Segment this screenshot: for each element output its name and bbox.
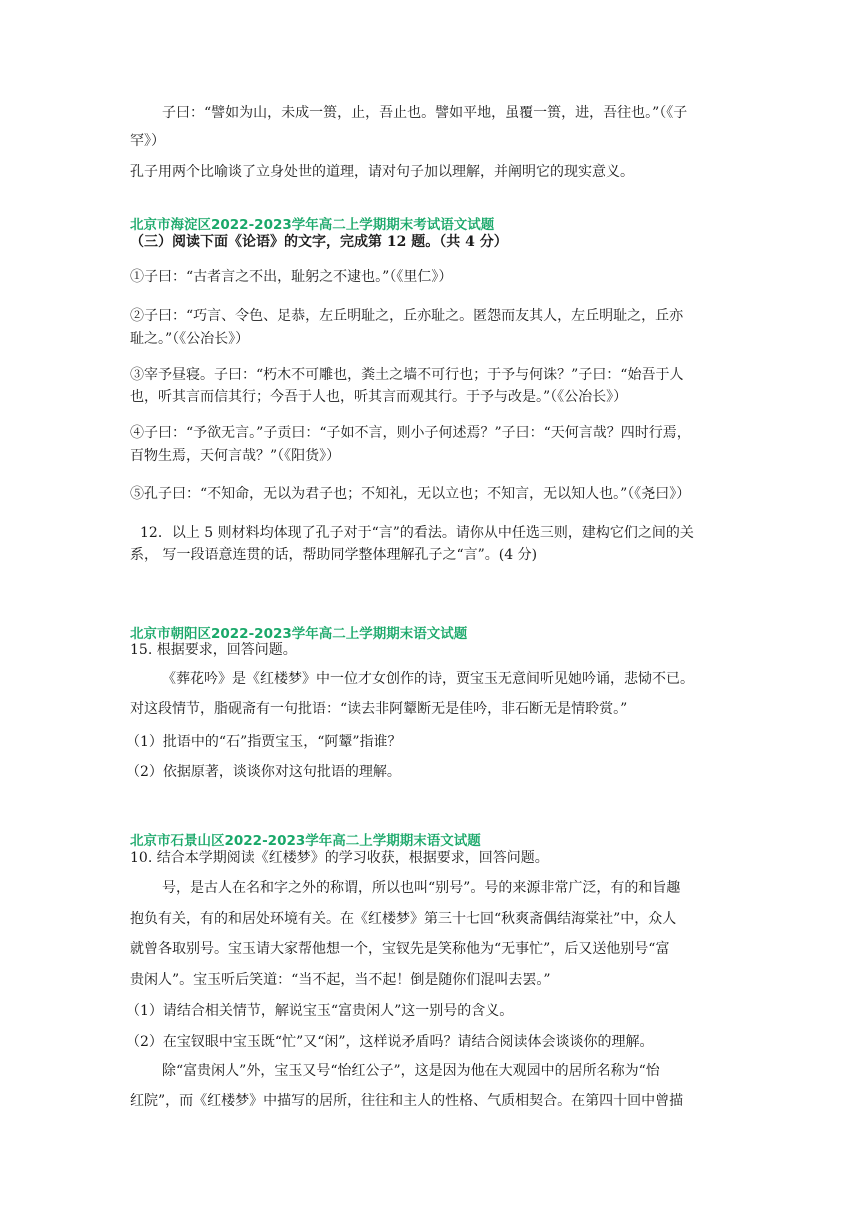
question-text: 系， 写一段语意连贯的话，帮助同学整体理解孔子之“言”。(4 分): [130, 547, 538, 563]
question-text: 孔子用两个比喻谈了立身处世的道理，请对句子加以理解，并阐明它的现实意义。: [130, 164, 634, 180]
list-item: ②子曰：“巧言、令色、足恭，左丘明耻之，丘亦耻之。匿怨而友其人，左丘明耻之，丘亦: [130, 308, 684, 324]
sub-question: （2）依据原著，谈谈你对这句批语的理解。: [126, 764, 401, 780]
quote-line: 子曰：“譬如为山，未成一篑，止，吾止也。譬如平地，虽覆一篑，进，吾往也。”（《子: [162, 105, 688, 121]
source-heading: 北京市朝阳区2022-2023学年高二上学期期末语文试题: [130, 626, 468, 642]
source-heading: 北京市海淀区2022-2023学年高二上学期期末考试语文试题: [130, 217, 495, 233]
sub-question: （2）在宝钗眼中宝玉既“忙”又“闲”，这样说矛盾吗？请结合阅读体会谈谈你的理解。: [126, 1034, 654, 1050]
question-text: 12．以上 5 则材料均体现了孔子对于“言”的看法。请你从中任选三则，建构它们之间的关: [140, 525, 694, 541]
passage-line: 对这段情节，脂砚斋有一句批语：“读去非阿颦断无是佳吟，非石断无是情聆赏。”: [130, 701, 628, 717]
passage-line: 红院”，而《红楼梦》中描写的居所，往往和主人的性格、气质相契合。在第四十回中曾描: [130, 1093, 684, 1109]
list-item: 耻之。”（《公冶长》）: [130, 331, 250, 347]
passage-line: 贵闲人”。宝玉听后笑道：“当不起，当不起！倒是随你们混叫去罢。”: [130, 972, 551, 988]
list-item: ①子曰：“古者言之不出，耻躬之不逮也。”（《里仁》）: [130, 269, 453, 285]
list-item: ③宰予昼寝。子曰：“朽木不可雕也，粪土之墙不可行也；于予与何诛？”子曰：“始吾于人: [130, 367, 684, 383]
list-item: 百物生焉，天何言哉？”（《阳货》）: [130, 448, 341, 464]
question-number: 10. 结合本学期阅读《红楼梦》的学习收获，根据要求，回答问题。: [130, 850, 549, 866]
sub-question: （1）批语中的“石”指贾宝玉，“阿颦”指谁？: [126, 734, 402, 750]
source-heading: 北京市石景山区2022-2023学年高二上学期期末语文试题: [130, 833, 481, 849]
sub-question: （1）请结合相关情节，解说宝玉“富贵闲人”这一别号的含义。: [126, 1003, 514, 1019]
passage-line: 抱负有关，有的和居处环境有关。在《红楼梦》第三十七回“秋爽斋偶结海棠社”中，众人: [130, 911, 677, 927]
quote-line: 罕》）: [130, 133, 165, 149]
passage-line: 就曾各取别号。宝玉请大家帮他想一个，宝钗先是笑称他为“无事忙”，后又送他别号“富: [130, 941, 670, 957]
question-number: 15. 根据要求，回答问题。: [130, 642, 297, 658]
section-heading: （三）阅读下面《论语》的文字，完成第 12 题。（共 4 分）: [130, 234, 508, 250]
passage-line: 号，是古人在名和字之外的称谓，所以也叫“别号”。号的来源非常广泛，有的和旨趣: [162, 880, 681, 896]
list-item: 也，听其言而信其行；今吾于人也，听其言而观其行。于予与改是。”（《公冶长》）: [130, 389, 628, 405]
list-item: ④子曰：“予欲无言。”子贡曰：“子如不言，则小子何述焉？”子曰：“天何言哉？四时行焉，: [130, 425, 691, 441]
list-item: ⑤孔子曰：“不知命，无以为君子也；不知礼，无以立也；不知言，无以知人也。”（《尧曰》）: [130, 486, 691, 502]
passage-line: 《葬花吟》是《红楼梦》中一位才女创作的诗，贾宝玉无意间听见她吟诵，悲恸不已。: [162, 671, 694, 687]
passage-line: 除“富贵闲人”外，宝玉又号“怡红公子”，这是因为他在大观园中的居所名称为“怡: [162, 1063, 660, 1079]
